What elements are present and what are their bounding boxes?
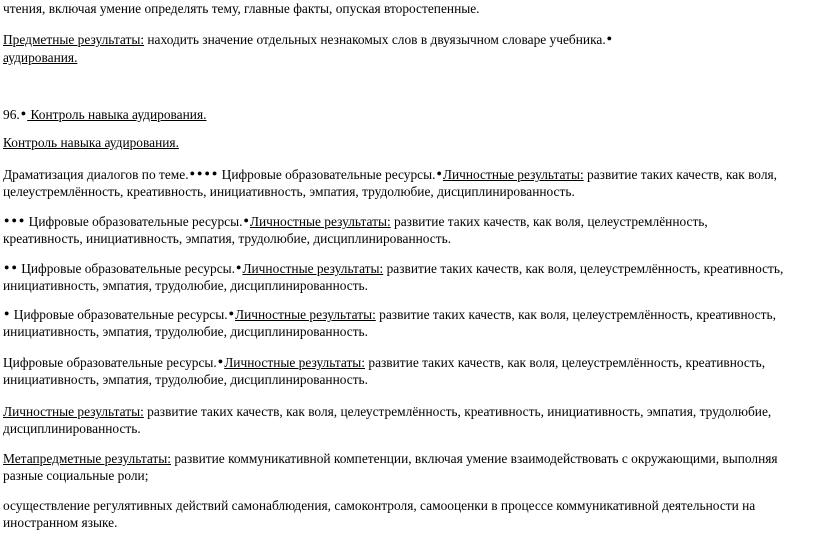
text-line [3,278,368,294]
bullet-icon: ● [243,215,249,225]
lesson-title: Контроль навыка аудирования. [3,135,179,150]
line-text: развитие таких качеств, как воля, [583,167,778,182]
subject-results-line [3,32,613,49]
text-line [3,451,778,467]
line-text: разные социальные роли; [3,468,149,483]
bullet-icon: ● [204,168,210,178]
bullet-icon: ● [20,108,27,118]
subject-results-label: Предметные результаты: [3,32,145,47]
line-text: Цифровые образовательные ресурсы. [3,355,217,370]
line-text: целеустремлённость, креативность, инициативность, эмпатия, трудолюбие, дисциплинированность. [3,184,575,199]
line-text: находить значение отдельных незнакомых слов в двуязычном словаре учебника. [144,32,606,47]
line-text: Цифровые образовательные ресурсы. [10,307,228,322]
text-line [3,372,368,388]
personal-results-label: Личностные результаты: [242,261,384,276]
bullet-icon: ● [228,308,234,318]
text-line [3,404,771,420]
line-text: развитие таких качеств, как воля, целеустремлённость, креативность, [383,261,784,276]
line-text: развитие таких качеств, как воля, целеустремлённость, креативность, инициативность, эмпатия, трудолюбие, [143,404,772,419]
bullet-icon: ● [4,308,10,318]
bullet-icon: ● [11,215,17,225]
text-line [3,135,179,151]
line-text: инициативность, эмпатия, трудолюбие, дисциплинированность. [3,324,369,339]
text-line [3,498,755,514]
line-text: инициативность, эмпатия, трудолюбие, дисциплинированность. [3,278,369,293]
text-line [3,307,776,324]
text-line [3,214,708,231]
line-text: инициативность, эмпатия, трудолюбие, дисциплинированность. [3,372,369,387]
text-line [3,324,368,340]
text-line [3,50,77,66]
bullet-icon: ● [211,168,218,178]
line-text: чтения, включая умение определять тему, главные факты, опуская второстепенные. [3,1,480,16]
bullet-icon: ● [236,262,242,272]
line-text: развитие таких качеств, как воля, целеустремлённость, [390,214,708,229]
text-line [3,184,575,200]
line-text: развитие таких качеств, как воля, целеустремлённость, креативность, [375,307,776,322]
lesson-number: 96. [3,107,20,122]
line-text: иностранном языке. [3,515,118,530]
line-text: Цифровые образовательные ресурсы. [218,167,436,182]
personal-results-label: Личностные результаты: [235,307,376,322]
line-text: Цифровые образовательные ресурсы. [17,261,235,276]
text-line [3,355,765,372]
bullet-icon: ● [217,356,224,366]
personal-results-label: Личностные результаты: [224,355,366,370]
bullet-icon: ● [606,33,613,43]
text-line [3,1,480,17]
text-line [3,515,117,531]
text-line [3,167,777,184]
line-text: развитие таких качеств, как воля, целеустремлённость, креативность, [365,355,766,370]
bullet-icon: ● [4,215,10,225]
bullet-icon: ● [197,168,203,178]
line-text: Цифровые образовательные ресурсы. [25,214,243,229]
text-line [3,261,783,278]
lesson-title: Контроль навыка аудирования. [27,107,207,122]
bullet-icon: ● [4,262,10,272]
bullet-icon: ● [11,262,17,272]
line-text: осуществление регулятивных действий самонаблюдения, самоконтроля, самооценки в процессе коммуникативной деятельности на [3,498,756,513]
bullet-icon: ● [18,215,25,225]
meta-results-label: Метапредметные результаты: [3,451,171,466]
personal-results-label: Личностные результаты: [249,214,391,229]
text-line [3,421,141,437]
bullet-icon: ● [189,168,195,178]
line-text: развитие коммуникативной компетенции, включая умение взаимодействовать с окружающими, выполняя [171,451,778,466]
personal-results-label: Личностные результаты: [3,404,144,419]
text-line [3,468,148,484]
lesson-number-line [3,107,206,124]
line-text: Драматизация диалогов по теме. [3,167,189,182]
line-text: креативность, инициативность, эмпатия, трудолюбие, дисциплинированность. [3,231,452,246]
personal-results-label: Личностные результаты: [442,167,584,182]
line-text: дисциплинированность. [3,421,141,436]
underlined-text: аудирования. [3,50,78,65]
text-line [3,231,451,247]
bullet-icon: ● [436,168,442,178]
